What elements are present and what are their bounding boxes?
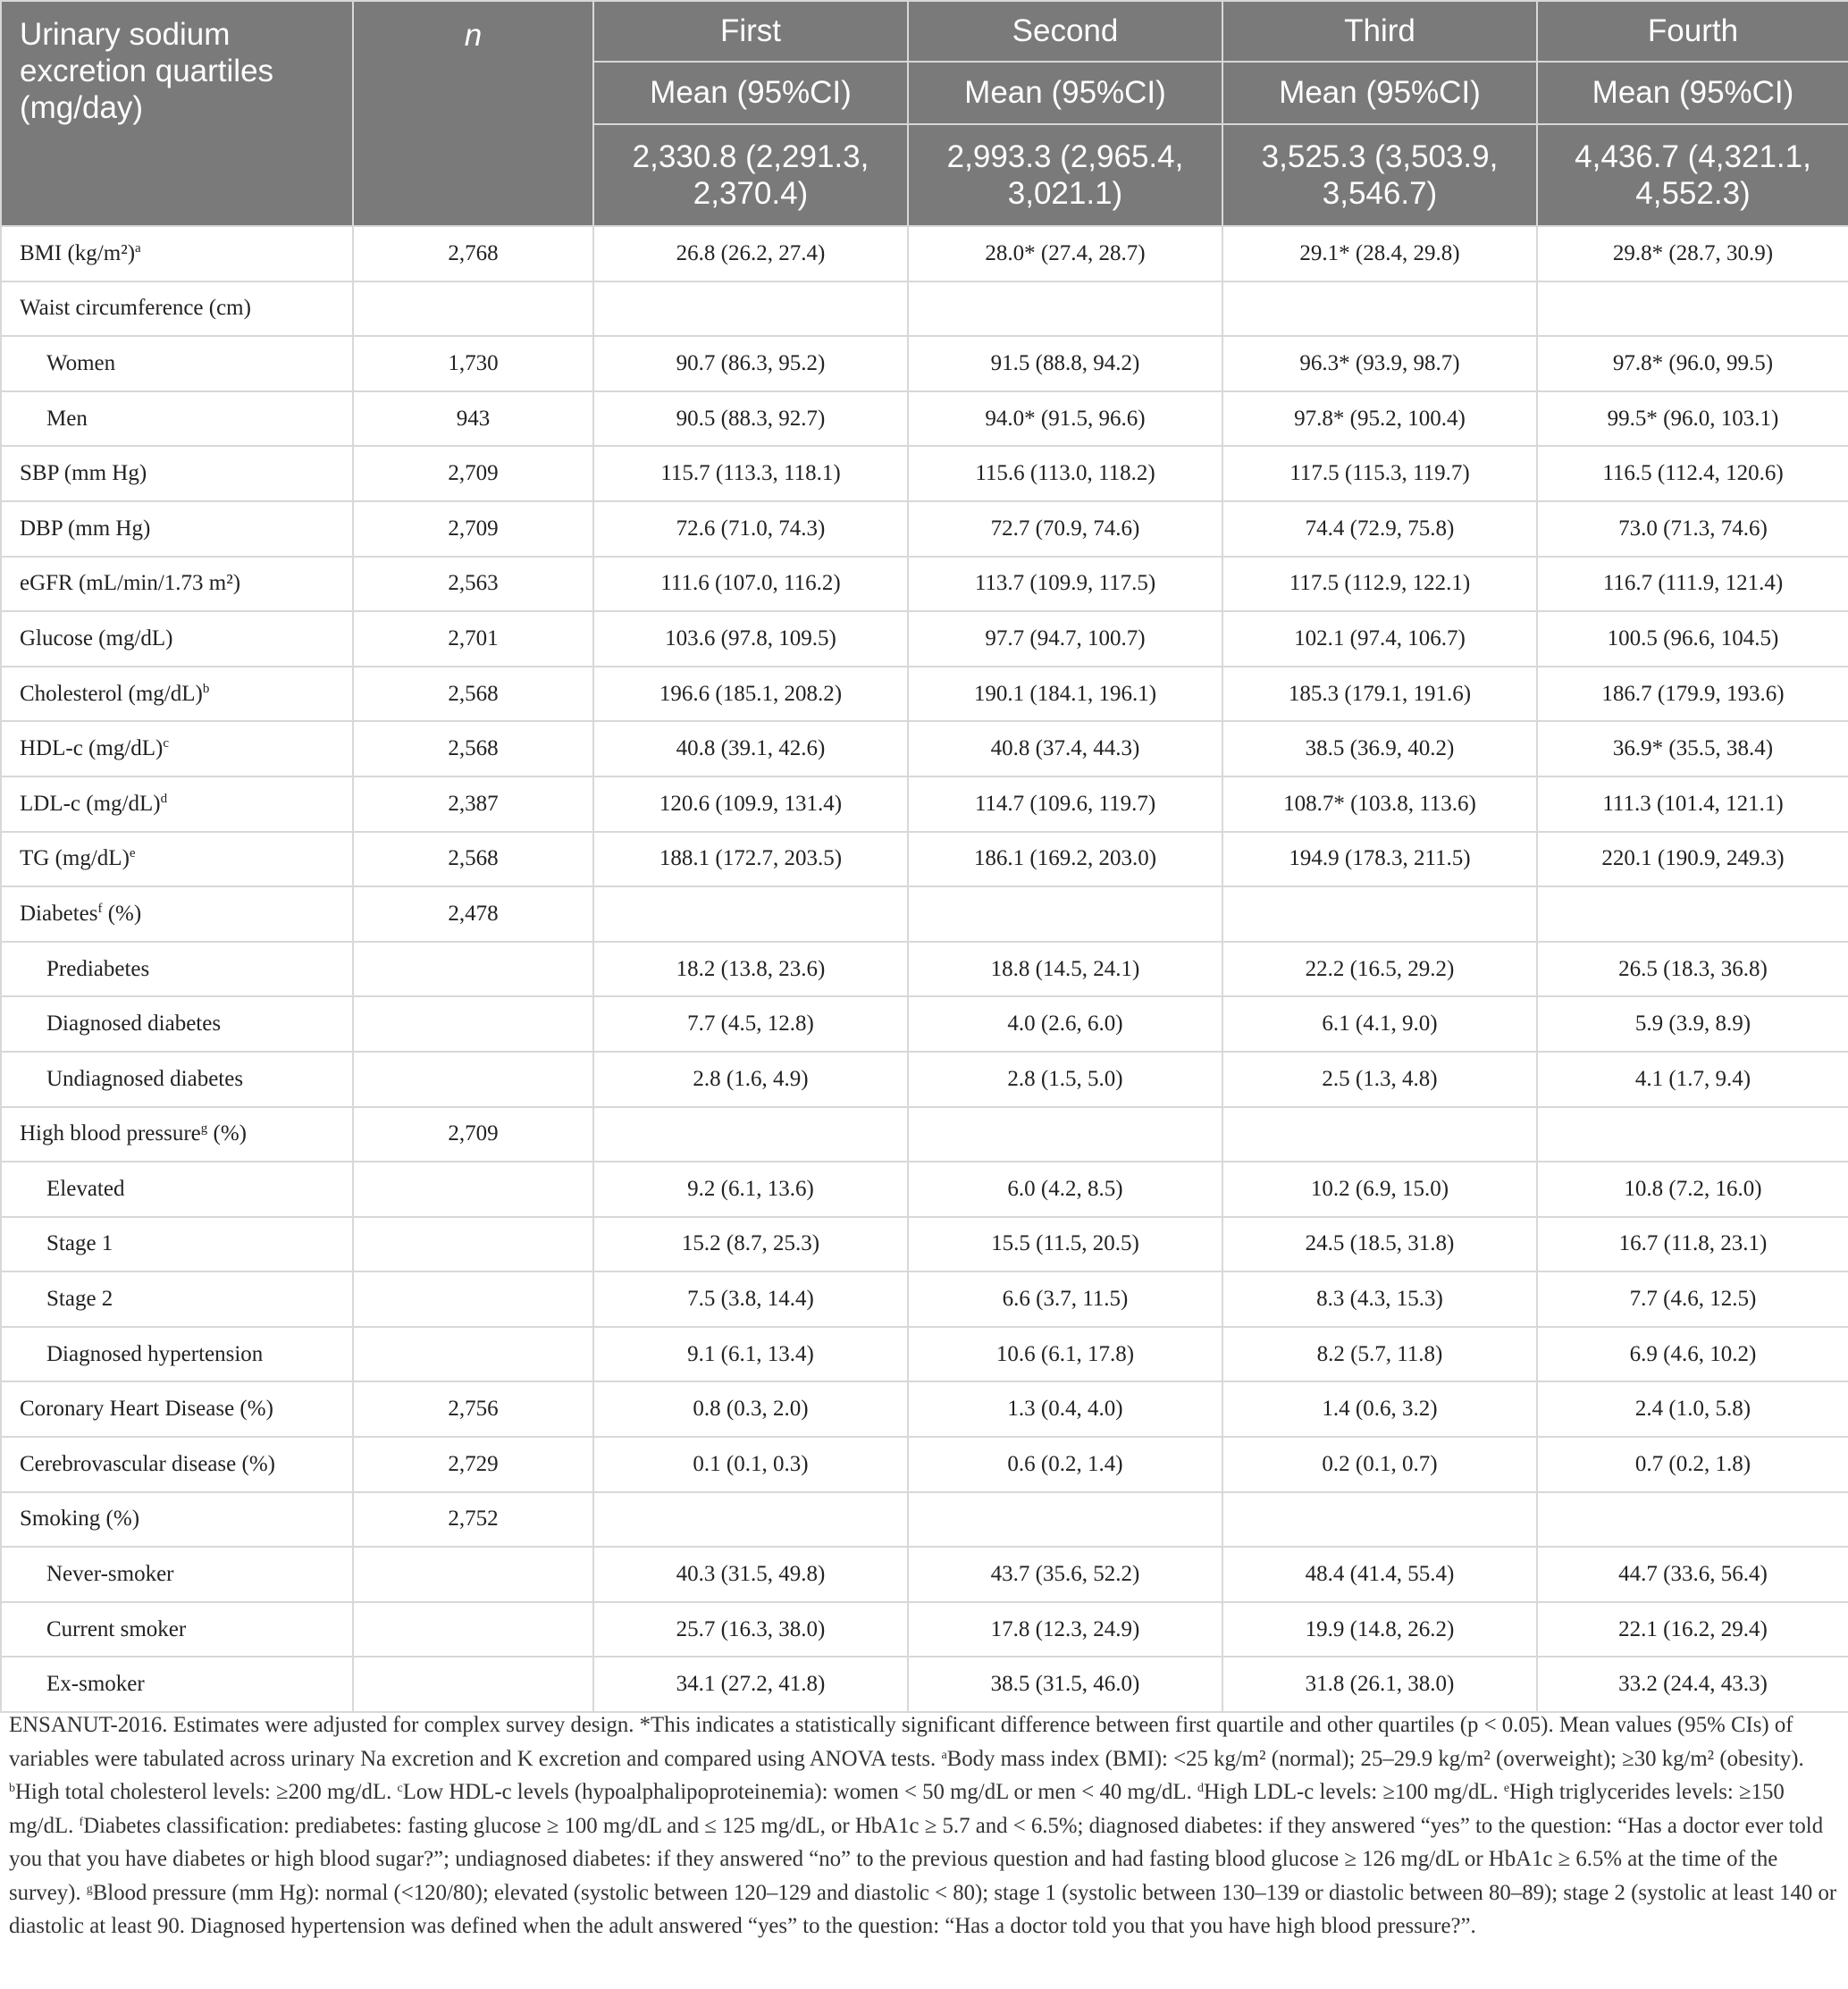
row-label-text: Stage 2 — [46, 1287, 113, 1312]
n-cell: 2,568 — [353, 667, 593, 722]
value-cell: 18.2 (13.8, 23.6) — [593, 942, 908, 997]
value-cell: 114.7 (109.6, 119.7) — [908, 776, 1222, 832]
value-cell: 19.9 (14.8, 26.2) — [1222, 1602, 1537, 1658]
value-cell: 18.8 (14.5, 24.1) — [908, 942, 1222, 997]
table-row — [1, 1271, 1848, 1327]
table-row — [1, 557, 1848, 612]
n-cell: 1,730 — [353, 336, 593, 391]
table-row — [1, 1492, 1848, 1548]
row-label-text: Smoking (%) — [20, 1506, 140, 1532]
row-label-text: TG (mg/dL) — [20, 846, 130, 871]
table-row — [1, 721, 1848, 776]
value-cell: 97.7 (94.7, 100.7) — [908, 611, 1222, 667]
quartile-mean-first: 2,330.8 (2,291.3, 2,370.4) — [593, 124, 908, 226]
value-cell — [1537, 886, 1848, 942]
row-label-text: HDL-c (mg/dL) — [20, 736, 164, 761]
value-cell: 5.9 (3.9, 8.9) — [1537, 996, 1848, 1052]
quartile-header-second: Second — [908, 1, 1222, 62]
mean-ci-header: Mean (95%CI) — [1222, 62, 1537, 124]
value-cell: 116.7 (111.9, 121.4) — [1537, 557, 1848, 612]
row-label — [1, 1547, 353, 1602]
row-label-text: Stage 1 — [46, 1231, 113, 1256]
row-label-suffix: (%) — [207, 1121, 247, 1146]
value-cell: 94.0* (91.5, 96.6) — [908, 391, 1222, 447]
value-cell: 0.6 (0.2, 1.4) — [908, 1437, 1222, 1492]
n-cell — [353, 1602, 593, 1658]
table-row — [1, 391, 1848, 447]
row-label-text: Diabetes — [20, 901, 98, 926]
footnote-marker: g — [200, 1121, 208, 1137]
value-cell: 117.5 (115.3, 119.7) — [1222, 446, 1537, 501]
value-cell: 8.3 (4.3, 15.3) — [1222, 1271, 1537, 1327]
row-label-text: Cerebrovascular disease (%) — [20, 1451, 275, 1476]
value-cell: 97.8* (95.2, 100.4) — [1222, 391, 1537, 447]
row-label — [1, 226, 353, 281]
row-label — [1, 942, 353, 997]
row-label-text: Coronary Heart Disease (%) — [20, 1397, 273, 1422]
value-cell: 90.5 (88.3, 92.7) — [593, 391, 908, 447]
n-cell — [353, 942, 593, 997]
footnote-marker: d — [1197, 1782, 1204, 1795]
value-cell: 111.6 (107.0, 116.2) — [593, 557, 908, 612]
value-cell — [908, 281, 1222, 337]
value-cell: 10.8 (7.2, 16.0) — [1537, 1162, 1848, 1217]
mean-ci-header: Mean (95%CI) — [1537, 62, 1848, 124]
footnote-marker: d — [160, 791, 168, 806]
row-label — [1, 1657, 353, 1712]
value-cell: 74.4 (72.9, 75.8) — [1222, 501, 1537, 557]
footnote-intro: ENSANUT-2016. Estimates were adjusted for complex survey design. *This indicates a statistically significant difference between first quartile and other quartiles (p < 0.05). Mean values (95% CIs) of variables were tabulated across urinary Na excretion and K excretion and compared using ANOVA tests. — [9, 1713, 1793, 1771]
value-cell: 8.2 (5.7, 11.8) — [1222, 1327, 1537, 1382]
n-cell — [353, 1217, 593, 1272]
row-label — [1, 1052, 353, 1107]
row-label — [1, 776, 353, 832]
value-cell: 100.5 (96.6, 104.5) — [1537, 611, 1848, 667]
value-cell: 7.5 (3.8, 14.4) — [593, 1271, 908, 1327]
value-cell: 6.6 (3.7, 11.5) — [908, 1271, 1222, 1327]
value-cell: 7.7 (4.5, 12.8) — [593, 996, 908, 1052]
footnote-text: Blood pressure (mm Hg): normal (<120/80); elevated (systolic between 120–129 and diastolic < 80); stage 1 (systolic between 130–139 or diastolic between 80–89); stage 2 (systolic at least 140 or diastolic at least 90. Diagnosed hypertension was defined when the adult answered “yes” to the question: “Has a doctor told you that you have high blood pressure?”. — [9, 1880, 1837, 1938]
n-cell: 2,752 — [353, 1492, 593, 1548]
value-cell: 0.1 (0.1, 0.3) — [593, 1437, 908, 1492]
n-cell — [353, 1657, 593, 1712]
table-row — [1, 942, 1848, 997]
row-label-text: eGFR (mL/min/1.73 m²) — [20, 571, 241, 596]
row-label-text: Undiagnosed diabetes — [46, 1066, 244, 1091]
table-row — [1, 1327, 1848, 1382]
value-cell: 4.1 (1.7, 9.4) — [1537, 1052, 1848, 1107]
value-cell: 6.1 (4.1, 9.0) — [1222, 996, 1537, 1052]
value-cell: 25.7 (16.3, 38.0) — [593, 1602, 908, 1658]
n-cell — [353, 1547, 593, 1602]
value-cell: 96.3* (93.9, 98.7) — [1222, 336, 1537, 391]
table-row — [1, 1602, 1848, 1658]
row-label — [1, 1602, 353, 1658]
row-label-text: Men — [46, 406, 88, 431]
value-cell: 72.6 (71.0, 74.3) — [593, 501, 908, 557]
value-cell: 117.5 (112.9, 122.1) — [1222, 557, 1537, 612]
value-cell: 22.2 (16.5, 29.2) — [1222, 942, 1537, 997]
table-row — [1, 1162, 1848, 1217]
table-row — [1, 996, 1848, 1052]
value-cell: 1.3 (0.4, 4.0) — [908, 1381, 1222, 1437]
table-row — [1, 1107, 1848, 1162]
value-cell: 29.8* (28.7, 30.9) — [1537, 226, 1848, 281]
row-label-text: Glucose (mg/dL) — [20, 625, 173, 650]
footnote-marker: e — [1503, 1782, 1510, 1795]
value-cell: 17.8 (12.3, 24.9) — [908, 1602, 1222, 1658]
n-cell: 2,387 — [353, 776, 593, 832]
n-cell — [353, 1271, 593, 1327]
value-cell: 40.3 (31.5, 49.8) — [593, 1547, 908, 1602]
value-cell: 7.7 (4.6, 12.5) — [1537, 1271, 1848, 1327]
row-label-text: Diagnosed diabetes — [46, 1011, 222, 1036]
table-row — [1, 1437, 1848, 1492]
value-cell — [1222, 886, 1537, 942]
n-cell: 2,701 — [353, 611, 593, 667]
footnote-marker: a — [941, 1748, 947, 1762]
footnote-text: High total cholesterol levels: ≥200 mg/dL. — [15, 1780, 398, 1804]
row-label-text: Ex-smoker — [46, 1672, 145, 1697]
table-row — [1, 1217, 1848, 1272]
table-row — [1, 281, 1848, 337]
value-cell: 44.7 (33.6, 56.4) — [1537, 1547, 1848, 1602]
value-cell: 6.9 (4.6, 10.2) — [1537, 1327, 1848, 1382]
row-label — [1, 501, 353, 557]
table-footnote — [0, 1708, 1848, 1943]
value-cell: 40.8 (37.4, 44.3) — [908, 721, 1222, 776]
row-label-text: Current smoker — [46, 1616, 187, 1641]
row-label — [1, 1327, 353, 1382]
value-cell: 91.5 (88.8, 94.2) — [908, 336, 1222, 391]
table-body — [1, 226, 1848, 1712]
value-cell: 190.1 (184.1, 196.1) — [908, 667, 1222, 722]
footnote-marker: b — [202, 681, 210, 696]
n-cell: 2,709 — [353, 1107, 593, 1162]
table-row — [1, 1547, 1848, 1602]
quartile-mean-second: 2,993.3 (2,965.4, 3,021.1) — [908, 124, 1222, 226]
value-cell: 36.9* (35.5, 38.4) — [1537, 721, 1848, 776]
row-label — [1, 1271, 353, 1327]
value-cell: 0.2 (0.1, 0.7) — [1222, 1437, 1537, 1492]
value-cell: 40.8 (39.1, 42.6) — [593, 721, 908, 776]
quartile-header-first: First — [593, 1, 908, 62]
row-label-text: High blood pressure — [20, 1121, 201, 1146]
row-label — [1, 1217, 353, 1272]
footnote-text: High triglycerides levels: ≥150 mg/dL. — [9, 1780, 1785, 1838]
value-cell — [1537, 281, 1848, 337]
table-row — [1, 832, 1848, 887]
mean-ci-header: Mean (95%CI) — [593, 62, 908, 124]
value-cell: 15.2 (8.7, 25.3) — [593, 1217, 908, 1272]
n-cell: 2,756 — [353, 1381, 593, 1437]
row-label — [1, 832, 353, 887]
n-cell — [353, 1052, 593, 1107]
n-cell: 2,563 — [353, 557, 593, 612]
row-label — [1, 721, 353, 776]
value-cell: 24.5 (18.5, 31.8) — [1222, 1217, 1537, 1272]
table-row — [1, 886, 1848, 942]
n-column-header: n — [353, 1, 593, 226]
table-row — [1, 501, 1848, 557]
value-cell: 10.2 (6.9, 15.0) — [1222, 1162, 1537, 1217]
value-cell: 26.8 (26.2, 27.4) — [593, 226, 908, 281]
row-label — [1, 611, 353, 667]
row-label-text: BMI (kg/m²) — [20, 240, 136, 265]
table-row — [1, 1657, 1848, 1712]
value-cell: 2.4 (1.0, 5.8) — [1537, 1381, 1848, 1437]
value-cell: 186.7 (179.9, 193.6) — [1537, 667, 1848, 722]
row-label — [1, 1107, 353, 1162]
row-label — [1, 281, 353, 337]
row-label-text: Elevated — [46, 1176, 125, 1201]
value-cell: 115.7 (113.3, 118.1) — [593, 446, 908, 501]
table-row — [1, 611, 1848, 667]
table-header — [1, 1, 1848, 226]
value-cell: 102.1 (97.4, 106.7) — [1222, 611, 1537, 667]
value-cell: 97.8* (96.0, 99.5) — [1537, 336, 1848, 391]
footnote-marker: g — [86, 1882, 93, 1896]
value-cell: 38.5 (31.5, 46.0) — [908, 1657, 1222, 1712]
value-cell: 31.8 (26.1, 38.0) — [1222, 1657, 1537, 1712]
table-row — [1, 1052, 1848, 1107]
value-cell: 116.5 (112.4, 120.6) — [1537, 446, 1848, 501]
n-cell — [353, 281, 593, 337]
footnote-marker: f — [79, 1815, 84, 1829]
value-cell: 73.0 (71.3, 74.6) — [1537, 501, 1848, 557]
footnote-text: High LDL-c levels: ≥100 mg/dL. — [1203, 1780, 1504, 1804]
value-cell — [908, 1492, 1222, 1548]
mean-ci-header: Mean (95%CI) — [908, 62, 1222, 124]
row-label — [1, 1162, 353, 1217]
quartile-mean-third: 3,525.3 (3,503.9, 3,546.7) — [1222, 124, 1537, 226]
value-cell: 43.7 (35.6, 52.2) — [908, 1547, 1222, 1602]
row-label-text: Waist circumference (cm) — [20, 296, 251, 321]
value-cell: 194.9 (178.3, 211.5) — [1222, 832, 1537, 887]
row-label — [1, 336, 353, 391]
value-cell: 38.5 (36.9, 40.2) — [1222, 721, 1537, 776]
value-cell — [1222, 281, 1537, 337]
value-cell: 72.7 (70.9, 74.6) — [908, 501, 1222, 557]
value-cell: 188.1 (172.7, 203.5) — [593, 832, 908, 887]
value-cell: 115.6 (113.0, 118.2) — [908, 446, 1222, 501]
quartile-header-fourth: Fourth — [1537, 1, 1848, 62]
value-cell — [1537, 1107, 1848, 1162]
value-cell — [1537, 1492, 1848, 1548]
footnote-marker: f — [97, 901, 103, 916]
footnote-marker: c — [163, 736, 170, 751]
n-cell: 943 — [353, 391, 593, 447]
row-label-text: LDL-c (mg/dL) — [20, 791, 161, 816]
value-cell: 186.1 (169.2, 203.0) — [908, 832, 1222, 887]
value-cell: 120.6 (109.9, 131.4) — [593, 776, 908, 832]
footnote-text: Low HDL-c levels (hypoalphalipoproteinemia): women < 50 mg/dL or men < 40 mg/dL. — [402, 1780, 1197, 1804]
row-label-text: Diagnosed hypertension — [46, 1341, 264, 1366]
n-cell: 2,768 — [353, 226, 593, 281]
value-cell — [593, 1107, 908, 1162]
value-cell: 185.3 (179.1, 191.6) — [1222, 667, 1537, 722]
value-cell: 2.5 (1.3, 4.8) — [1222, 1052, 1537, 1107]
value-cell: 26.5 (18.3, 36.8) — [1537, 942, 1848, 997]
value-cell: 22.1 (16.2, 29.4) — [1537, 1602, 1848, 1658]
n-cell: 2,709 — [353, 446, 593, 501]
row-label-text: Cholesterol (mg/dL) — [20, 681, 203, 706]
footnote-marker: c — [397, 1782, 403, 1795]
footnote-text: Body mass index (BMI): <25 kg/m² (normal); 25–29.9 kg/m² (overweight); ≥30 kg/m² (obesity). — [946, 1746, 1804, 1771]
row-label — [1, 1492, 353, 1548]
value-cell: 103.6 (97.8, 109.5) — [593, 611, 908, 667]
row-label — [1, 557, 353, 612]
footnote-text: Diabetes classification: prediabetes: fasting glucose ≥ 100 mg/dL and ≤ 125 mg/dL, or HbA1c ≥ 5.7 and < 6.5%; diagnosed diabetes: if they answered “yes” to the question: “Has a doctor ever told you that you have diabetes or high blood sugar?”; undiagnosed diabetes: if they answered “no” to the previous question and had fasting blood glucose ≥ 126 mg/dL or HbA1c ≥ 6.5% at the time of the survey). — [9, 1813, 1824, 1905]
value-cell — [593, 281, 908, 337]
table-row — [1, 226, 1848, 281]
row-label — [1, 1437, 353, 1492]
n-cell: 2,568 — [353, 721, 593, 776]
value-cell: 113.7 (109.9, 117.5) — [908, 557, 1222, 612]
n-cell: 2,729 — [353, 1437, 593, 1492]
quartile-header-third: Third — [1222, 1, 1537, 62]
footnote-marker: a — [135, 240, 141, 256]
value-cell: 99.5* (96.0, 103.1) — [1537, 391, 1848, 447]
value-cell: 2.8 (1.6, 4.9) — [593, 1052, 908, 1107]
value-cell: 15.5 (11.5, 20.5) — [908, 1217, 1222, 1272]
value-cell — [1222, 1492, 1537, 1548]
value-cell: 111.3 (101.4, 121.1) — [1537, 776, 1848, 832]
n-cell: 2,478 — [353, 886, 593, 942]
value-cell: 28.0* (27.4, 28.7) — [908, 226, 1222, 281]
row-label-text: SBP (mm Hg) — [20, 461, 147, 486]
table-row — [1, 667, 1848, 722]
value-cell — [1222, 1107, 1537, 1162]
table-row — [1, 1381, 1848, 1437]
n-cell — [353, 1327, 593, 1382]
row-label — [1, 446, 353, 501]
footnote-marker: e — [129, 846, 136, 861]
row-label-text: Prediabetes — [46, 956, 150, 981]
value-cell: 16.7 (11.8, 23.1) — [1537, 1217, 1848, 1272]
n-cell: 2,709 — [353, 501, 593, 557]
value-cell: 34.1 (27.2, 41.8) — [593, 1657, 908, 1712]
row-label — [1, 391, 353, 447]
value-cell — [908, 1107, 1222, 1162]
value-cell: 196.6 (185.1, 208.2) — [593, 667, 908, 722]
row-label-suffix: (%) — [102, 901, 142, 926]
value-cell: 4.0 (2.6, 6.0) — [908, 996, 1222, 1052]
row-label — [1, 886, 353, 942]
table-row — [1, 776, 1848, 832]
value-cell: 0.8 (0.3, 2.0) — [593, 1381, 908, 1437]
value-cell: 2.8 (1.5, 5.0) — [908, 1052, 1222, 1107]
row-header-label: Urinary sodium excretion quartiles (mg/day) — [1, 1, 353, 226]
value-cell: 220.1 (190.9, 249.3) — [1537, 832, 1848, 887]
value-cell — [593, 886, 908, 942]
table-row — [1, 446, 1848, 501]
value-cell: 90.7 (86.3, 95.2) — [593, 336, 908, 391]
quartile-mean-fourth: 4,436.7 (4,321.1, 4,552.3) — [1537, 124, 1848, 226]
value-cell: 1.4 (0.6, 3.2) — [1222, 1381, 1537, 1437]
row-label-text: Women — [46, 350, 116, 375]
value-cell: 0.7 (0.2, 1.8) — [1537, 1437, 1848, 1492]
value-cell: 6.0 (4.2, 8.5) — [908, 1162, 1222, 1217]
table-row — [1, 336, 1848, 391]
value-cell — [593, 1492, 908, 1548]
row-label — [1, 996, 353, 1052]
n-cell — [353, 996, 593, 1052]
row-label — [1, 667, 353, 722]
value-cell: 29.1* (28.4, 29.8) — [1222, 226, 1537, 281]
value-cell: 10.6 (6.1, 17.8) — [908, 1327, 1222, 1382]
value-cell: 108.7* (103.8, 113.6) — [1222, 776, 1537, 832]
row-label — [1, 1381, 353, 1437]
row-label-text: DBP (mm Hg) — [20, 516, 151, 541]
n-cell — [353, 1162, 593, 1217]
value-cell: 9.2 (6.1, 13.6) — [593, 1162, 908, 1217]
footnote-marker: b — [9, 1782, 15, 1795]
n-cell: 2,568 — [353, 832, 593, 887]
row-label-text: Never-smoker — [46, 1562, 174, 1587]
value-cell: 33.2 (24.4, 43.3) — [1537, 1657, 1848, 1712]
value-cell: 48.4 (41.4, 55.4) — [1222, 1547, 1537, 1602]
value-cell — [908, 886, 1222, 942]
value-cell: 9.1 (6.1, 13.4) — [593, 1327, 908, 1382]
